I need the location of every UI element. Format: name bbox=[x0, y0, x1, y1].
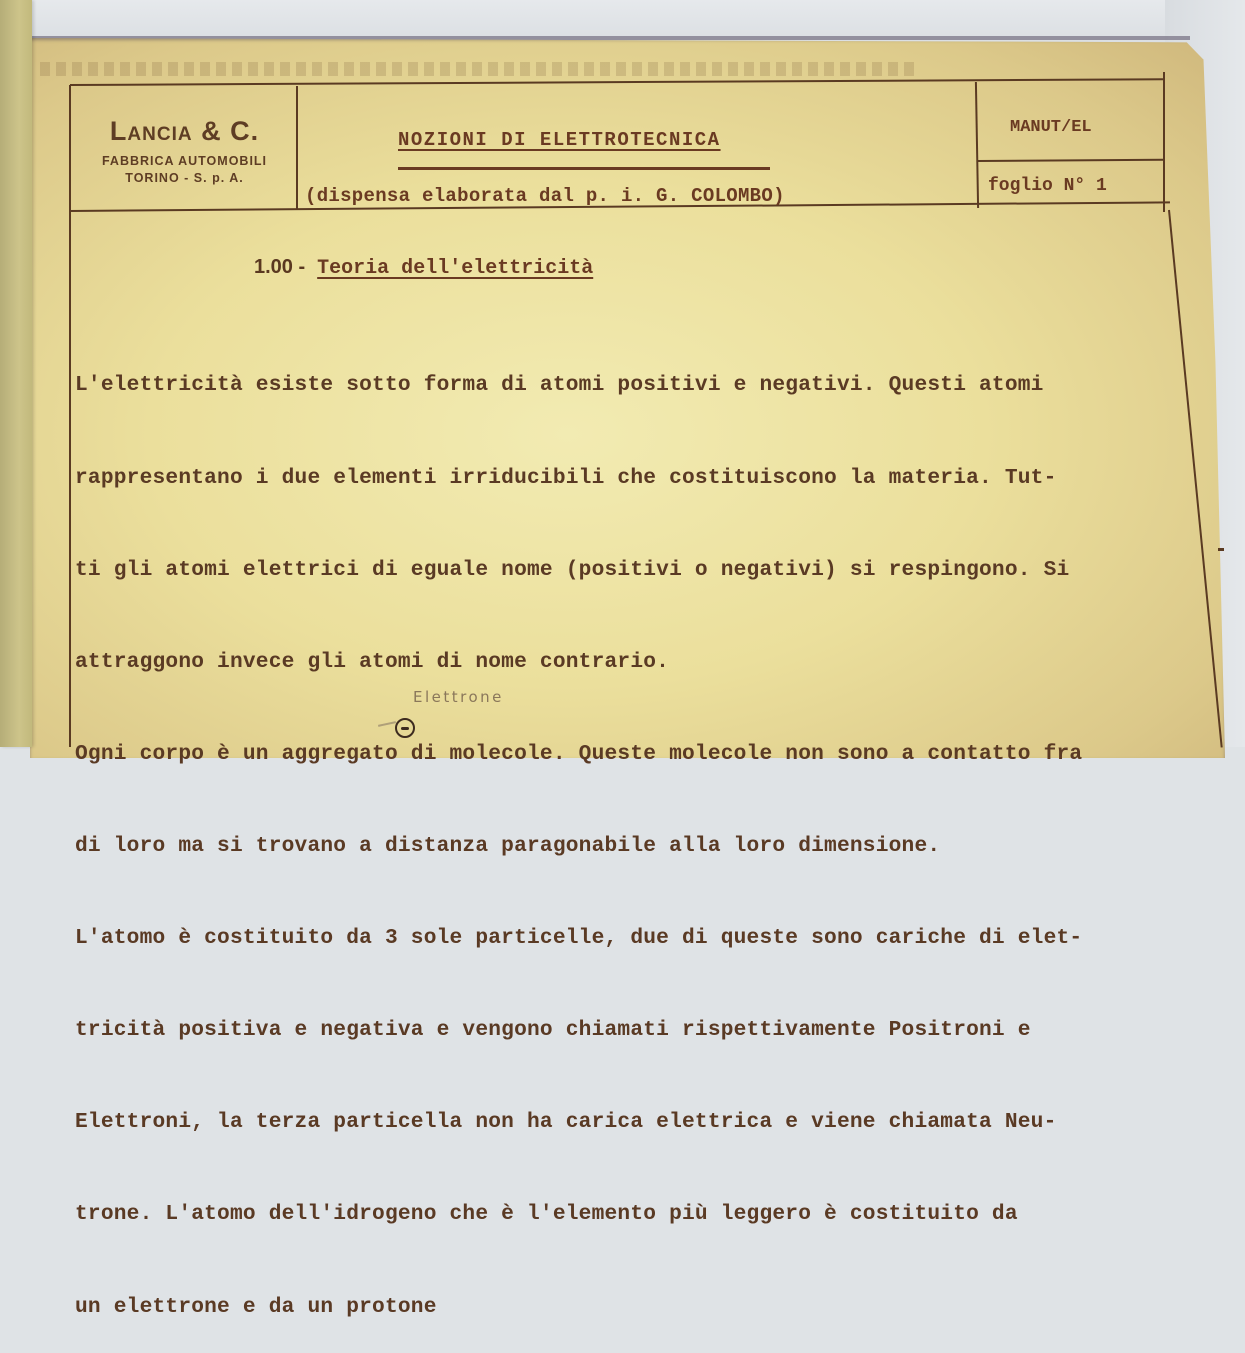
body-line: L'elettricità esiste sotto forma di atomi positivi e negativi. Questi atomi bbox=[75, 373, 1044, 398]
company-line-2: TORINO - S. p. A. bbox=[125, 171, 244, 185]
body-line: ti gli atomi elettrici di eguale nome (positivi o negativi) si respingono. Si bbox=[75, 557, 1070, 582]
handwritten-electron-label: Elettrone bbox=[413, 688, 504, 706]
company-name: Lancia & C. bbox=[109, 116, 260, 146]
body-line: un elettrone e da un protone bbox=[75, 1294, 437, 1319]
document-subtitle: (dispensa elaborata dal p. i. G. COLOMBO) bbox=[305, 185, 785, 207]
margin-tick-mark bbox=[1218, 548, 1224, 551]
body-line: L'atomo è costituito da 3 sole particelle, due di queste sono cariche di elet- bbox=[75, 926, 1083, 951]
section-heading bbox=[254, 256, 593, 280]
company-line-1: FABBRICA AUTOMOBILI bbox=[101, 154, 268, 168]
body-line: attraggono invece gli atomi di nome contrario. bbox=[75, 649, 670, 674]
body-line: Elettroni, la terza particella non ha carica elettrica e viene chiamata Neu- bbox=[75, 1110, 1057, 1135]
document-title: NOZIONI DI ELETTROTECNICA bbox=[398, 129, 721, 151]
binder-edge bbox=[0, 0, 32, 747]
body-line: trone. L'atomo dell'idrogeno che è l'elemento più leggero è costituito da bbox=[75, 1202, 1018, 1227]
company-brand-block bbox=[72, 96, 297, 206]
frame-left-line bbox=[69, 85, 71, 747]
section-title: Teoria dell'elettricità bbox=[317, 257, 594, 280]
body-text bbox=[75, 309, 1195, 1353]
title-double-underline bbox=[398, 167, 770, 170]
section-number: 1.00 - bbox=[254, 256, 306, 278]
sheet-number: foglio N° 1 bbox=[988, 176, 1107, 196]
frame-right-line-upper bbox=[1163, 72, 1165, 212]
body-line: rappresentano i due elementi irriducibili che costituiscono la materia. Tut- bbox=[75, 465, 1057, 490]
body-line: tricità positiva e negativa e vengono chiamati rispettivamente Positroni e bbox=[75, 1018, 1031, 1043]
bleed-through-print bbox=[40, 62, 920, 76]
electron-minus-icon bbox=[395, 718, 415, 738]
body-line: Ogni corpo è un aggregato di molecole. Queste molecole non sono a contatto fra bbox=[75, 741, 1083, 766]
document-code: MANUT/EL bbox=[1010, 118, 1092, 137]
body-line: di loro ma si trovano a distanza paragonabile alla loro dimensione. bbox=[75, 833, 941, 858]
